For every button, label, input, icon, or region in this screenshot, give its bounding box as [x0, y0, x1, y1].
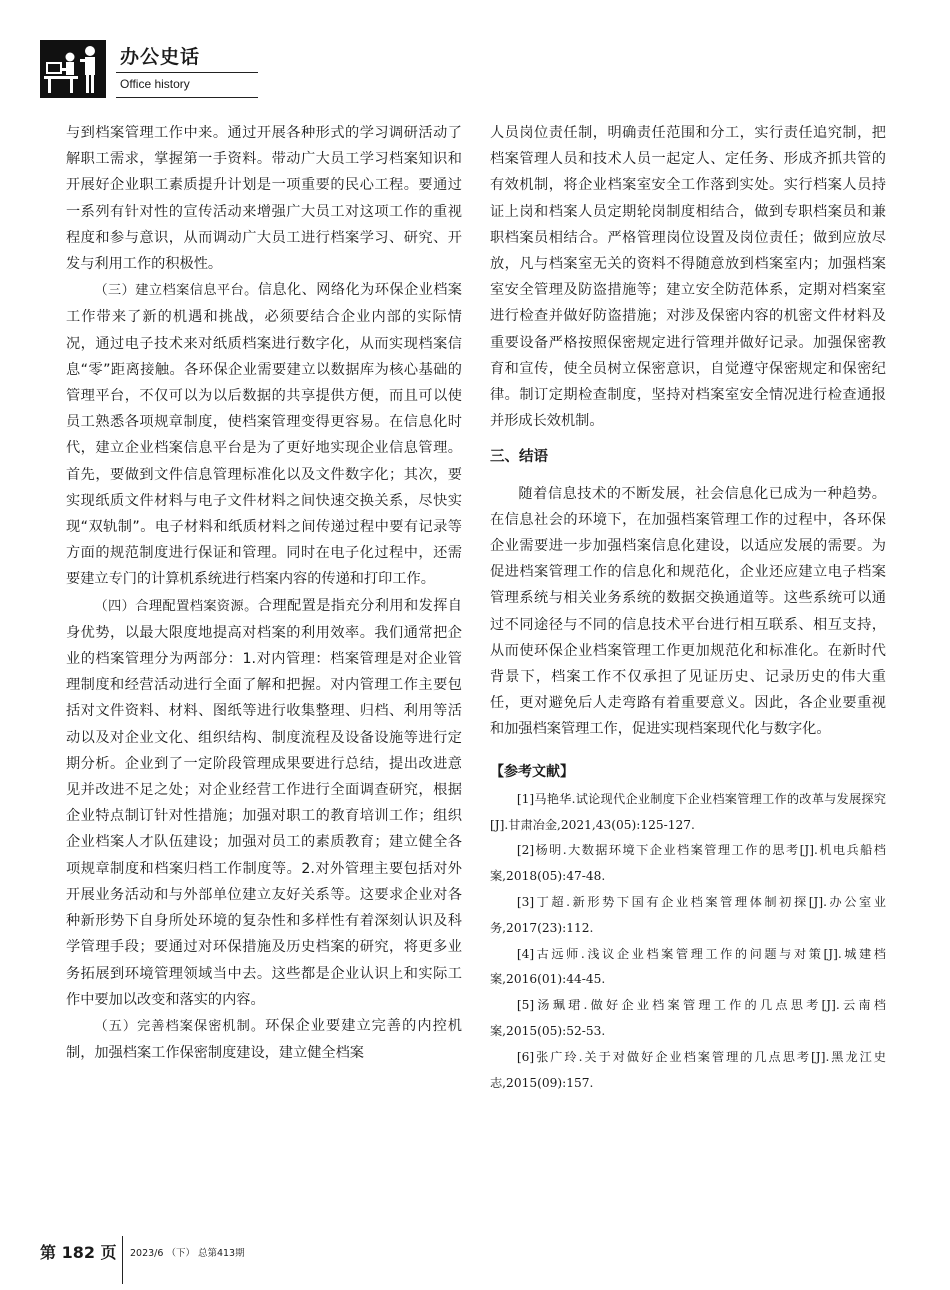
conclusion-paragraph: 随着信息技术的不断发展，社会信息化已成为一种趋势。在信息社会的环境下，在加强档案管理工作的过程中，各环保企业需要进一步加强档案信息化建设，以适应发展的需要。为促进档案管理工作的信息化和规范化，企业还应建立电子档案管理系统与相关业务系统的数据交换通道等。这些系统可以通过不同途径与不同的信息技术平台进行相互联系、相互支持，从而使环保企业档案管理工作更加规范化和标准化。在新时代背景下，档案工作不仅承担了见证历史、记录历史的伟大重任，更对避免后人走弯路有着重要意义。因此，各企业要重视和加强档案管理工作，促进实现档案现代化与数字化。: [490, 485, 886, 738]
section-4-body: 合理配置是指充分利用和发挥自身优势，以最大限度地提高对档案的利用效率。我们通常把企业的档案管理分为两部分：1.对内管理：档案管理是对企业管理制度和经营活动进行全面了解和把握。对内管理工作主要包括对文件资料、材料、图纸等进行收集整理、归档、利用等活动以及对企业文化、组织结构、制度流程及设备设施等进行定期分析。企业到了一定阶段管理成果要进行总结，提出改进意见并改进不足之处；对企业经营工作进行全面调查研究，根据企业特点制订针对性措施；加强对职工的教育培训工作；组织企业档案人才队伍建设；加强对员工的素质教育；建立健全各项规章制度和档案归档工作制度等。2.对外管理主要包括对外开展业务活动和与外部单位建立友好关系等。这要求企业对各种新形势下自身所处环境的复杂性和多样性有着深刻认识及科学管理手段；要通过对环保措施及历史档案的研究，将更多业务拓展到环境管理领域当中去。这些都是企业认识上和实际工作中要加以改变和落实的内容。: [66, 597, 462, 1008]
section-4-heading: （四）合理配置档案资源。: [94, 598, 258, 614]
section-3-body: 信息化、网络化为环保企业档案工作带来了新的机遇和挑战，必须要结合企业内部的实际情况，通过电子技术来对纸质档案进行数字化，从而实现档案信息“零”距离接触。各环保企业需要建立以数据库为核心基础的管理平台，不仅可以为以后数据的共享提供方便，而且可以使员工熟悉各项规章制度，使档案管理变得更容易。在信息化时代，建立企业档案信息平台是为了更好地实现企业信息管理。首先，要做到文件信息管理标准化以及文件数字化；其次，要实现纸质文件材料与电子文件材料之间快速交换关系，尽快实现“双轨制”。电子材料和纸质材料之间传递过程中要有记录等方面的规范制度进行保证和管理。同时在电子化过程中，还需要建立专门的计算机系统进行档案内容的传递和打印工作。: [66, 282, 462, 588]
paragraph: 与到档案管理工作中来。通过开展各种形式的学习调研活动了解职工需求，掌握第一手资料。带动广大员工学习档案知识和开展好企业职工素质提升计划是一项重要的民心工程。要通过一系列有针对性的宣传活动来增强广大员工对这项工作的重视程度和参与意识，从而调动广大员工进行档案学习、研究、开发与利用工作的积极性。: [66, 125, 462, 273]
section-3-heading: （三）建立档案信息平台。: [94, 283, 258, 299]
reference-item: [4]古远师.浅议企业档案管理工作的问题与对策[J].城建档案,2016(01):44-45.: [490, 946, 886, 987]
right-column: [490, 120, 886, 1096]
office-worker-logo-icon: [40, 40, 106, 98]
reference-item: [5]汤珮珺.做好企业档案管理工作的几点思考[J].云南档案,2015(05):52-53.: [490, 998, 886, 1039]
section-4: [66, 593, 462, 1013]
left-column: [66, 120, 462, 1066]
reference-item: [3]丁超.新形势下国有企业档案管理体制初探[J].办公室业务,2017(23):112.: [490, 895, 886, 935]
reference-item: [1]马艳华.试论现代企业制度下企业档案管理工作的改革与发展探究[J].甘肃冶金,2021,43(05):125-127.: [490, 791, 886, 832]
section-5-heading: （五）完善档案保密机制。: [94, 1018, 266, 1034]
reference-item: [2]杨明.大数据环境下企业档案管理工作的思考[J].机电兵船档案,2018(05):47-48.: [490, 843, 886, 884]
section-5-body: 环保企业要建立完善的内控机制，加强档案工作保密制度建设，建立健全档案: [66, 1017, 462, 1062]
page-number: 第 182 页: [40, 1243, 117, 1262]
section-3: [66, 277, 462, 592]
section-5: [66, 1013, 462, 1066]
header-underline: [116, 97, 258, 98]
issue-info: 2023/6 （下） 总第413期: [130, 1248, 245, 1259]
paragraph: 人员岗位责任制，明确责任范围和分工，实行责任追究制，把档案管理人员和技术人员一起定人、定任务、形成齐抓共管的有效机制，将企业档案室安全工作落到实处。实行档案人员持证上岗和档案人员定期轮岗制度相结合，做到专职档案员和兼职档案员相结合。严格管理岗位设置及岗位责任；做到应放尽放，凡与档案室无关的资料不得随意放到档案室内；加强档案室安全管理及防盗措施等；建立安全防范体系，定期对档案室进行检查并做好防盗措施；对涉及保密内容的机密文件材料及重要设备严格按照保密规定进行管理并做好记录。加强保密教育和宣传，使全员树立保密意识，自觉遵守保密规定和保密纪律。制订定期检查制度，坚持对档案室安全情况进行检查通报并形成长效机制。: [490, 125, 886, 430]
references-heading: 【参考文献】: [490, 763, 574, 780]
footer-divider: [122, 1236, 123, 1284]
section-title: 办公史话: [120, 46, 201, 68]
section-subtitle: Office history: [120, 77, 190, 91]
header-divider: [116, 72, 258, 73]
conclusion-heading: 三、结语: [490, 449, 548, 466]
reference-item: [6]张广玲.关于对做好企业档案管理的几点思考[J].黑龙江史志,2015(09):157.: [490, 1049, 886, 1090]
running-header: [40, 40, 258, 98]
